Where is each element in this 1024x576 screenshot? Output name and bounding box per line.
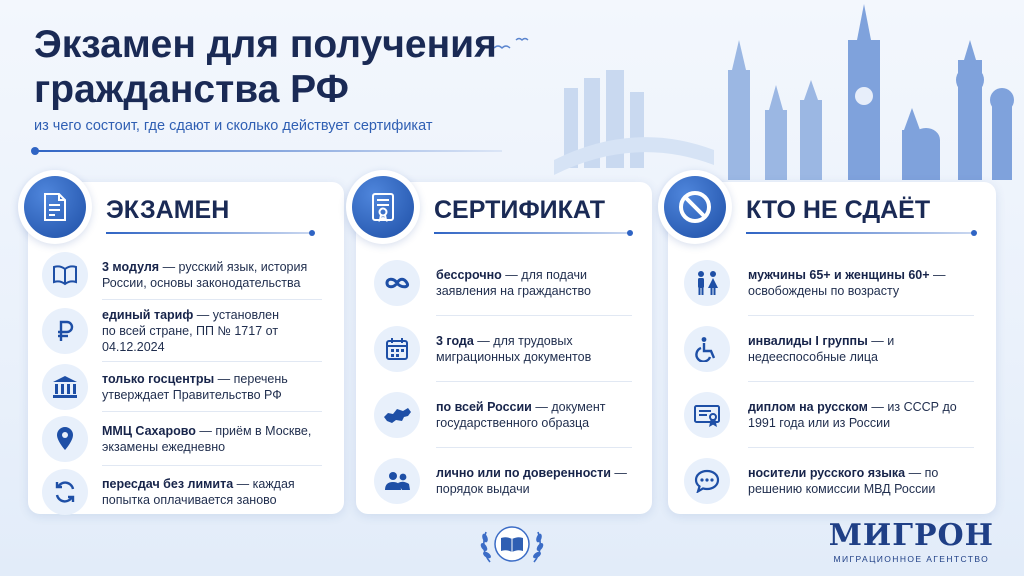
location-pin-icon [42,416,88,462]
card-exam [28,182,344,514]
card-title: КТО НЕ СДАЁТ [746,195,931,224]
brand-logo-name: МИГРОН [828,518,994,553]
list-item: инвалиды I группы — и недееспособные лица [668,316,996,382]
list-item: носители русского языка — по решению комиссии МВД России [668,448,996,514]
list-item: по всей России — документ государственного образца [356,382,652,448]
card-title: ЭКЗАМЕН [106,195,230,224]
title-line-2: гражданства РФ [34,68,349,111]
diploma-icon [684,392,730,438]
ruble-icon [42,308,88,354]
page-subtitle: из чего состоит, где сдают и сколько действует сертификат [34,118,433,134]
card-title-underline [434,232,630,234]
page-title [34,22,554,112]
list-item: лично или по доверенности — порядок выдачи [356,448,652,514]
list-item: диплом на русском — из СССР до 1991 года или из России [668,382,996,448]
infinity-icon [374,260,420,306]
brand-logo-tagline: МИГРАЦИОННОЕ АГЕНТСТВО [833,554,990,564]
list-item: пересдач без лимита — каждая попытка оплачивается заново [28,466,344,518]
brand-logo [829,520,994,564]
government-building-icon [42,364,88,410]
refresh-icon [42,469,88,515]
certificate-items [356,250,652,514]
wheelchair-icon [684,326,730,372]
card-title: СЕРТИФИКАТ [434,195,605,224]
document-pen-icon [18,170,92,244]
list-item: 3 модуля — русский язык, история России, основы законодательства [28,250,344,300]
list-item: только госцентры — перечень утверждает Правительство РФ [28,362,344,412]
card-title-underline [746,232,974,234]
card-title-underline [106,232,312,234]
russia-map-icon [374,392,420,438]
exempt-items [668,250,996,514]
list-item: единый тариф — установлен по всей стране, ПП № 1717 от 04.12.2024 [28,300,344,362]
title-line-1: Экзамен для получения [34,23,497,66]
list-item: ММЦ Сахарово — приём в Москве, экзамены ежедневно [28,412,344,466]
list-item: бессрочно — для подачи заявления на гражданство [356,250,652,316]
book-icon [42,252,88,298]
book-laurel-emblem [474,522,550,568]
chat-bubble-icon [684,458,730,504]
certificate-icon [346,170,420,244]
card-exempt [668,182,996,514]
list-item: 3 года — для трудовых миграционных документов [356,316,652,382]
subtitle-divider [34,150,502,152]
prohibited-icon [658,170,732,244]
man-woman-icon [684,260,730,306]
people-icon [374,458,420,504]
list-item: мужчины 65+ и женщины 60+ — освобождены по возрасту [668,250,996,316]
card-certificate [356,182,652,514]
exam-items [28,250,344,518]
calendar-icon [374,326,420,372]
